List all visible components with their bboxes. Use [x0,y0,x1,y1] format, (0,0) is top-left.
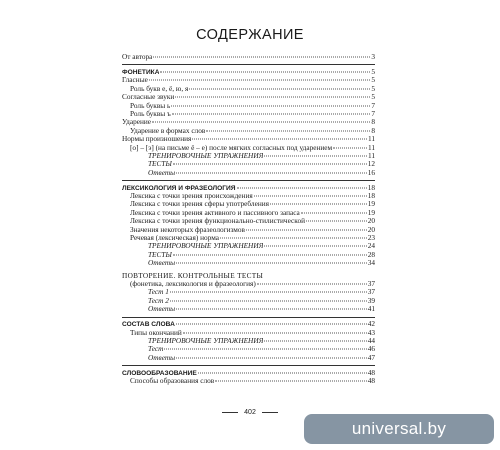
toc-entry-title: Ответы [148,353,176,362]
dot-leader [215,381,366,382]
toc-entry[interactable] [122,329,375,337]
dot-leader [176,357,367,358]
toc-entry-title: Тест [148,345,164,354]
section-divider [122,64,375,65]
toc-entry-title: Нормы произношения [122,135,192,144]
toc-entry-page: 8 [371,125,375,135]
toc-entry-page: 44 [367,335,375,345]
dot-leader [149,80,371,81]
toc-entry-title: СЛОВООБРАЗОВАНИЕ [122,369,197,377]
toc-entry-title: СОСТАВ СЛОВА [122,321,175,329]
toc-entry[interactable] [122,85,375,93]
toc-entry-title: ПОВТОРЕНИЕ. КОНТРОЛЬНЫЕ ТЕСТЫ [122,271,264,280]
page-title: СОДЕРЖАНИЕ [196,27,304,43]
dot-leader [171,105,370,106]
toc-entry[interactable] [122,337,375,345]
dot-leader [206,130,370,131]
toc-entry-page: 28 [367,249,375,259]
dot-leader [254,196,367,197]
toc-entry-page: 42 [367,319,375,329]
dot-leader [237,187,367,188]
dot-leader [264,246,366,247]
toc-entry[interactable] [122,272,375,280]
dot-leader [170,292,367,293]
toc-entry-title: [о] – [э] (на письме ё – е) после мягких согласных под ударением [130,143,333,152]
toc-entry-page: 8 [371,117,375,127]
toc-entry[interactable] [122,152,375,160]
dot-leader [176,324,367,325]
toc-entry-page: 43 [367,327,375,337]
toc-section-heading[interactable] [122,369,375,377]
page-number: 402 [244,409,256,416]
toc-entry[interactable] [122,288,375,296]
toc-entry-page: 46 [367,344,375,354]
toc-entry-page: 18 [367,191,375,201]
toc-entry[interactable] [122,354,375,362]
toc-entry[interactable] [122,251,375,259]
toc-entry-title: ТРЕНИРОВОЧНЫЕ УПРАЖНЕНИЯ [148,151,264,160]
toc-section-heading[interactable] [122,68,375,76]
toc-entry-page: 19 [367,199,375,209]
dot-leader [152,122,370,123]
toc-entry-page: 37 [367,287,375,297]
toc-entry[interactable] [122,217,375,225]
toc-entry-page: 18 [367,182,375,192]
toc-entry-title: Ответы [148,168,176,177]
dot-leader [176,263,367,264]
toc-entry-page: 23 [367,233,375,242]
toc-entry-title: Ответы [148,305,176,314]
dot-leader [176,309,367,310]
toc-entry-title: Согласные звуки [122,93,175,102]
toc-entry-title: Роль буквы ъ [130,109,171,118]
dot-leader [301,212,367,213]
dot-leader [246,229,367,230]
toc-entry-page: 12 [367,159,375,169]
toc-entry-title: Значения некоторых фразеологизмов [130,225,246,234]
dot-leader [175,97,370,98]
toc-entry-page: 47 [367,352,375,362]
toc-entry[interactable] [122,93,375,101]
toc-entry-title: Лексика с точки зрения функционально-стилистической [130,217,305,226]
toc-section-heading[interactable] [122,184,375,192]
toc-entry-title: Ответы [148,259,176,268]
toc-entry[interactable] [122,160,375,168]
toc-entry[interactable] [122,192,375,200]
toc-entry-page: 48 [367,367,375,377]
toc-entry-page: 5 [371,75,375,85]
toc-entry[interactable] [122,234,375,242]
toc-entry-title: ЛЕКСИКОЛОГИЯ И ФРАЗЕОЛОГИЯ [122,184,236,192]
toc-entry-title: Типы окончаний [130,328,182,337]
dot-leader [160,71,370,72]
toc-entry-page: 3 [371,52,375,61]
toc-entry[interactable] [122,200,375,208]
toc-entry[interactable] [122,377,375,385]
dot-leader [192,139,367,140]
toc-entry-page: 19 [367,207,375,217]
toc-entry[interactable] [122,144,375,152]
toc-entry[interactable] [122,297,375,305]
toc-entry[interactable] [122,127,375,135]
toc-entry-title: Тест 2 [148,296,169,305]
toc-entry[interactable] [122,345,375,353]
toc-entry-title: (фонетика, лексикология и фразеология) [130,279,256,288]
dot-leader [153,57,370,58]
toc-entry-page: 5 [371,66,375,76]
toc-entry-title: ТЕСТЫ [148,250,172,259]
toc-entry[interactable] [122,118,375,126]
toc-entry-title: Лексика с точки зрения активного и пассивного запаса [130,208,300,217]
dot-leader [173,164,367,165]
toc-entry-page: 39 [367,295,375,305]
toc-entry-title: ТЕСТЫ [148,160,172,169]
toc-entry-page: 11 [367,150,375,160]
toc-entry[interactable] [122,102,375,110]
dot-leader [183,332,367,333]
toc-entry-page: 5 [371,83,375,93]
dot-leader [220,238,367,239]
dot-leader [264,155,367,156]
toc-entry-page: 24 [367,241,375,251]
toc-entry-page: 11 [367,142,375,152]
footer-rule-right [262,412,278,413]
toc-entry-page: 48 [367,376,375,386]
toc-entry-title: От автора [122,53,153,61]
toc-entry-page: 7 [371,108,375,118]
dot-leader [170,300,367,301]
toc-entry-title: Речевая (лексическая) норма [130,234,220,242]
toc-entry-page: 41 [367,304,375,314]
footer-rule-left [222,412,238,413]
section-divider [122,180,375,181]
section-divider [122,317,375,318]
toc-entry[interactable] [122,169,375,177]
toc-entry[interactable] [122,305,375,313]
dot-leader [306,221,367,222]
section-divider [122,365,375,366]
toc-entry[interactable] [122,135,375,143]
toc-entry[interactable] [122,110,375,118]
toc-entry-title: Способы образования слов [130,377,215,386]
dot-leader [173,254,367,255]
toc-entry-page: 37 [367,278,375,288]
toc-entry[interactable] [122,259,375,267]
dot-leader [172,113,371,114]
toc-entry-title: ТРЕНИРОВОЧНЫЕ УПРАЖНЕНИЯ [148,242,264,251]
toc-section-heading[interactable] [122,320,375,328]
toc-entry-title: Ударение [122,118,152,127]
toc-entry[interactable] [122,242,375,250]
toc-entry[interactable] [122,53,375,61]
toc-entry-title: Лексика с точки зрения сферы употребления [130,200,269,209]
toc-entry-page: 34 [367,258,375,268]
dot-leader [189,88,370,89]
dot-leader [164,349,366,350]
toc-entry-title: ФОНЕТИКА [122,68,160,76]
toc-entry-title: Роль буквы ь [130,101,171,110]
toc-entry-title: Гласные [122,76,148,85]
toc-entry-page: 5 [371,92,375,102]
table-of-contents [122,53,375,385]
toc-entry[interactable] [122,280,375,288]
toc-entry-title: Тест 1 [148,288,169,297]
dot-leader [176,172,367,173]
dot-leader [198,372,367,373]
toc-entry[interactable] [122,76,375,84]
toc-entry-title: ТРЕНИРОВОЧНЫЕ УПРАЖНЕНИЯ [148,336,264,345]
toc-entry-title: Лексика с точки зрения происхождения [130,192,253,201]
dot-leader [333,147,367,148]
toc-entry-page: 20 [367,224,375,234]
toc-entry-page: 11 [367,134,375,144]
toc-entry-page: 7 [371,100,375,110]
dot-leader [264,340,366,341]
toc-entry-page: 16 [367,167,375,177]
toc-entry-title: Ударение в формах слов [130,126,206,135]
toc-entry-title: Роль букв е, ё, ю, я [130,84,189,93]
toc-entry[interactable] [122,209,375,217]
toc-entry[interactable] [122,226,375,234]
dot-leader [257,283,367,284]
toc-entry-page: 20 [367,216,375,226]
dot-leader [270,204,367,205]
watermark: universal.by [304,414,494,444]
